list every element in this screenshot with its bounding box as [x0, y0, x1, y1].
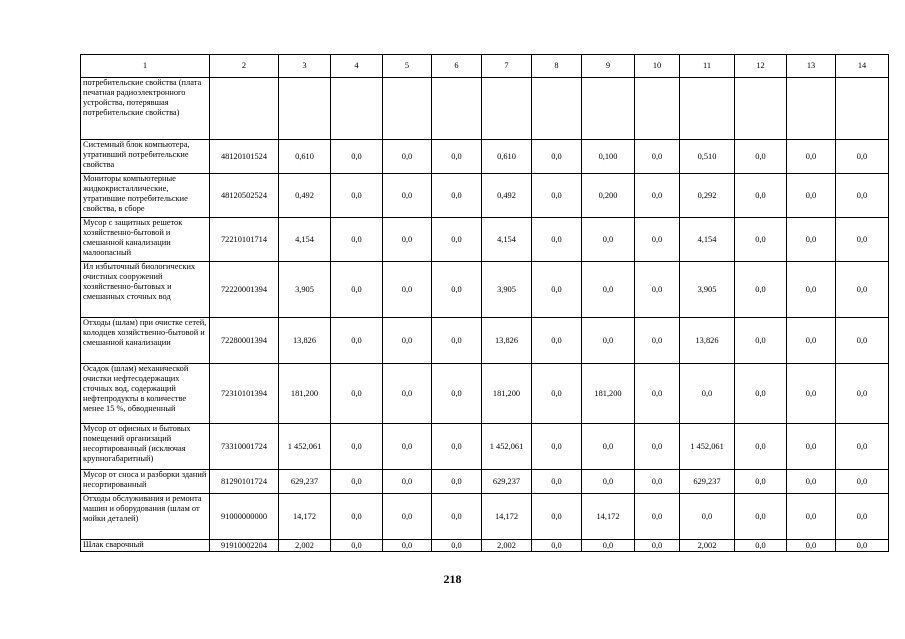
- value-cell: 0,0: [432, 262, 482, 318]
- value-cell: 181,200: [482, 364, 532, 424]
- waste-name-cell: Шлак сварочный: [81, 540, 210, 552]
- value-cell: 0,0: [582, 540, 635, 552]
- value-cell: 0,0: [532, 424, 582, 470]
- value-cell: 0,0: [836, 218, 889, 262]
- value-cell: [482, 78, 532, 140]
- value-cell: 0,0: [735, 174, 787, 218]
- value-cell: [680, 78, 735, 140]
- value-cell: 0,0: [787, 540, 836, 552]
- column-header: 4: [331, 55, 383, 78]
- value-cell: 0,0: [532, 140, 582, 174]
- value-cell: 0,0: [635, 540, 680, 552]
- value-cell: 0,0: [383, 494, 432, 540]
- value-cell: 0,0: [735, 364, 787, 424]
- value-cell: 13,826: [680, 318, 735, 364]
- value-cell: 629,237: [482, 470, 532, 494]
- waste-name-cell: Системный блок компьютера, утративший потребительские свойства: [81, 140, 210, 174]
- column-header: 8: [532, 55, 582, 78]
- value-cell: 14,172: [482, 494, 532, 540]
- value-cell: [735, 78, 787, 140]
- value-cell: 0,0: [331, 494, 383, 540]
- value-cell: 0,0: [532, 218, 582, 262]
- column-header: 2: [210, 55, 279, 78]
- column-header: 6: [432, 55, 482, 78]
- value-cell: 0,0: [331, 424, 383, 470]
- value-cell: 0,0: [432, 140, 482, 174]
- waste-name-cell: Мониторы компьютерные жидкокристаллические, утратившие потребительские свойства, в сборе: [81, 174, 210, 218]
- value-cell: 0,0: [383, 424, 432, 470]
- value-cell: 0,0: [680, 494, 735, 540]
- column-header: 7: [482, 55, 532, 78]
- value-cell: 0,0: [836, 174, 889, 218]
- value-cell: 0,0: [383, 318, 432, 364]
- value-cell: 0,0: [432, 540, 482, 552]
- value-cell: 0,0: [787, 494, 836, 540]
- value-cell: 0,492: [482, 174, 532, 218]
- value-cell: 2,002: [680, 540, 735, 552]
- value-cell: 0,0: [331, 364, 383, 424]
- value-cell: 14,172: [582, 494, 635, 540]
- table-row: [81, 424, 889, 470]
- value-cell: 0,0: [836, 494, 889, 540]
- value-cell: 0,0: [635, 218, 680, 262]
- value-cell: 0,0: [635, 140, 680, 174]
- value-cell: 0,0: [787, 140, 836, 174]
- value-cell: 0,0: [635, 470, 680, 494]
- value-cell: 0,0: [787, 424, 836, 470]
- value-cell: 0,0: [787, 218, 836, 262]
- value-cell: 0,0: [635, 364, 680, 424]
- value-cell: 0,292: [680, 174, 735, 218]
- table-row: [81, 218, 889, 262]
- column-header: 10: [635, 55, 680, 78]
- waste-name-cell: Мусор от офисных и бытовых помещений организаций несортированный (исключая крупногабаритный): [81, 424, 210, 470]
- waste-name-cell: Мусор от сноса и разборки зданий несортированный: [81, 470, 210, 494]
- value-cell: 0,0: [635, 494, 680, 540]
- value-cell: 0,0: [532, 262, 582, 318]
- value-cell: 0,0: [582, 470, 635, 494]
- table-header-row: [81, 55, 889, 78]
- waste-name-cell: Мусор с защитных решеток хозяйственно-бытовой и смешанной канализации малоопасный: [81, 218, 210, 262]
- value-cell: 13,826: [279, 318, 331, 364]
- value-cell: 3,905: [680, 262, 735, 318]
- value-cell: 0,0: [383, 262, 432, 318]
- fkko-code-cell: 91000000000: [210, 494, 279, 540]
- value-cell: 0,0: [582, 318, 635, 364]
- column-header: 12: [735, 55, 787, 78]
- fkko-code-cell: 73310001724: [210, 424, 279, 470]
- value-cell: 0,0: [331, 540, 383, 552]
- value-cell: 0,0: [836, 318, 889, 364]
- value-cell: 0,0: [735, 470, 787, 494]
- waste-name-cell: Ил избыточный биологических очистных сооружений хозяйственно-бытовых и смешанных сточных вод: [81, 262, 210, 318]
- value-cell: 0,0: [432, 364, 482, 424]
- value-cell: 0,0: [635, 174, 680, 218]
- value-cell: 0,0: [532, 364, 582, 424]
- value-cell: 0,0: [432, 494, 482, 540]
- value-cell: 0,0: [383, 218, 432, 262]
- fkko-code-cell: [210, 78, 279, 140]
- value-cell: [635, 78, 680, 140]
- value-cell: 0,0: [432, 424, 482, 470]
- value-cell: 0,0: [331, 262, 383, 318]
- value-cell: [432, 78, 482, 140]
- value-cell: 0,0: [735, 540, 787, 552]
- column-header: 11: [680, 55, 735, 78]
- fkko-code-cell: 48120502524: [210, 174, 279, 218]
- value-cell: 0,0: [787, 364, 836, 424]
- value-cell: 0,0: [787, 262, 836, 318]
- value-cell: 0,0: [331, 140, 383, 174]
- value-cell: 0,0: [331, 218, 383, 262]
- value-cell: 0,0: [582, 424, 635, 470]
- column-header: 13: [787, 55, 836, 78]
- value-cell: [331, 78, 383, 140]
- value-cell: 0,0: [787, 318, 836, 364]
- value-cell: 0,0: [735, 494, 787, 540]
- value-cell: 181,200: [582, 364, 635, 424]
- value-cell: 14,172: [279, 494, 331, 540]
- value-cell: 0,0: [787, 174, 836, 218]
- fkko-code-cell: 72210101714: [210, 218, 279, 262]
- value-cell: 4,154: [482, 218, 532, 262]
- table-row: [81, 494, 889, 540]
- table-row: [81, 262, 889, 318]
- value-cell: 0,0: [680, 364, 735, 424]
- value-cell: [279, 78, 331, 140]
- fkko-code-cell: 81290101724: [210, 470, 279, 494]
- value-cell: 0,0: [836, 262, 889, 318]
- table-row: [81, 540, 889, 552]
- value-cell: 3,905: [279, 262, 331, 318]
- value-cell: 0,0: [432, 218, 482, 262]
- fkko-code-cell: 72280001394: [210, 318, 279, 364]
- table-row: [81, 174, 889, 218]
- value-cell: 0,0: [836, 424, 889, 470]
- value-cell: 13,826: [482, 318, 532, 364]
- value-cell: 0,200: [582, 174, 635, 218]
- value-cell: 0,0: [836, 140, 889, 174]
- value-cell: 2,002: [482, 540, 532, 552]
- value-cell: 629,237: [680, 470, 735, 494]
- value-cell: 0,0: [635, 424, 680, 470]
- value-cell: 0,510: [680, 140, 735, 174]
- value-cell: 0,0: [787, 470, 836, 494]
- value-cell: 0,0: [532, 174, 582, 218]
- value-cell: 0,0: [383, 140, 432, 174]
- table-row: [81, 318, 889, 364]
- value-cell: 0,0: [383, 174, 432, 218]
- value-cell: [836, 78, 889, 140]
- fkko-code-cell: 91910002204: [210, 540, 279, 552]
- value-cell: 0,0: [836, 470, 889, 494]
- value-cell: 0,0: [635, 318, 680, 364]
- column-header: 9: [582, 55, 635, 78]
- table-body: [81, 55, 889, 552]
- value-cell: 3,905: [482, 262, 532, 318]
- value-cell: 0,610: [279, 140, 331, 174]
- column-header: 14: [836, 55, 889, 78]
- table-row: [81, 470, 889, 494]
- column-header: 3: [279, 55, 331, 78]
- value-cell: 0,0: [735, 424, 787, 470]
- value-cell: 0,0: [383, 470, 432, 494]
- value-cell: 4,154: [279, 218, 331, 262]
- value-cell: 0,0: [735, 262, 787, 318]
- value-cell: 0,0: [532, 470, 582, 494]
- column-header: 5: [383, 55, 432, 78]
- waste-name-cell: потребительские свойства (плата печатная радиоэлектронного устройства, потерявшая потребительские свойства): [81, 78, 210, 140]
- waste-name-cell: Отходы (шлам) при очистке сетей, колодцев хозяйственно-бытовой и смешанной канализации: [81, 318, 210, 364]
- waste-table: [80, 54, 889, 552]
- value-cell: [787, 78, 836, 140]
- value-cell: 0,0: [331, 318, 383, 364]
- table-row: [81, 78, 889, 140]
- table-row: [81, 140, 889, 174]
- value-cell: 0,0: [331, 470, 383, 494]
- value-cell: 0,0: [532, 494, 582, 540]
- table-row: [81, 364, 889, 424]
- value-cell: 629,237: [279, 470, 331, 494]
- value-cell: 0,0: [582, 218, 635, 262]
- value-cell: 0,0: [383, 540, 432, 552]
- waste-name-cell: Отходы обслуживания и ремонта машин и оборудования (шлам от мойки деталей): [81, 494, 210, 540]
- fkko-code-cell: 48120101524: [210, 140, 279, 174]
- page-number: 218: [443, 572, 462, 586]
- value-cell: 1 452,061: [279, 424, 331, 470]
- value-cell: [582, 78, 635, 140]
- value-cell: 0,0: [432, 470, 482, 494]
- value-cell: 0,0: [383, 364, 432, 424]
- value-cell: 0,492: [279, 174, 331, 218]
- fkko-code-cell: 72220001394: [210, 262, 279, 318]
- value-cell: 0,610: [482, 140, 532, 174]
- value-cell: 0,0: [836, 364, 889, 424]
- value-cell: 0,0: [735, 218, 787, 262]
- value-cell: 0,0: [532, 540, 582, 552]
- value-cell: 1 452,061: [482, 424, 532, 470]
- value-cell: 2,002: [279, 540, 331, 552]
- value-cell: 0,100: [582, 140, 635, 174]
- value-cell: 0,0: [582, 262, 635, 318]
- value-cell: [383, 78, 432, 140]
- value-cell: 0,0: [836, 540, 889, 552]
- value-cell: [532, 78, 582, 140]
- value-cell: 0,0: [635, 262, 680, 318]
- value-cell: 0,0: [432, 174, 482, 218]
- value-cell: 0,0: [735, 318, 787, 364]
- value-cell: 181,200: [279, 364, 331, 424]
- value-cell: 1 452,061: [680, 424, 735, 470]
- waste-name-cell: Осадок (шлам) механической очистки нефтесодержащих сточных вод, содержащий нефтепродукты в количестве менее 15 %, обводненный: [81, 364, 210, 424]
- value-cell: 0,0: [331, 174, 383, 218]
- column-header: 1: [81, 55, 210, 78]
- value-cell: 0,0: [432, 318, 482, 364]
- value-cell: 0,0: [735, 140, 787, 174]
- value-cell: 4,154: [680, 218, 735, 262]
- value-cell: 0,0: [532, 318, 582, 364]
- fkko-code-cell: 72310101394: [210, 364, 279, 424]
